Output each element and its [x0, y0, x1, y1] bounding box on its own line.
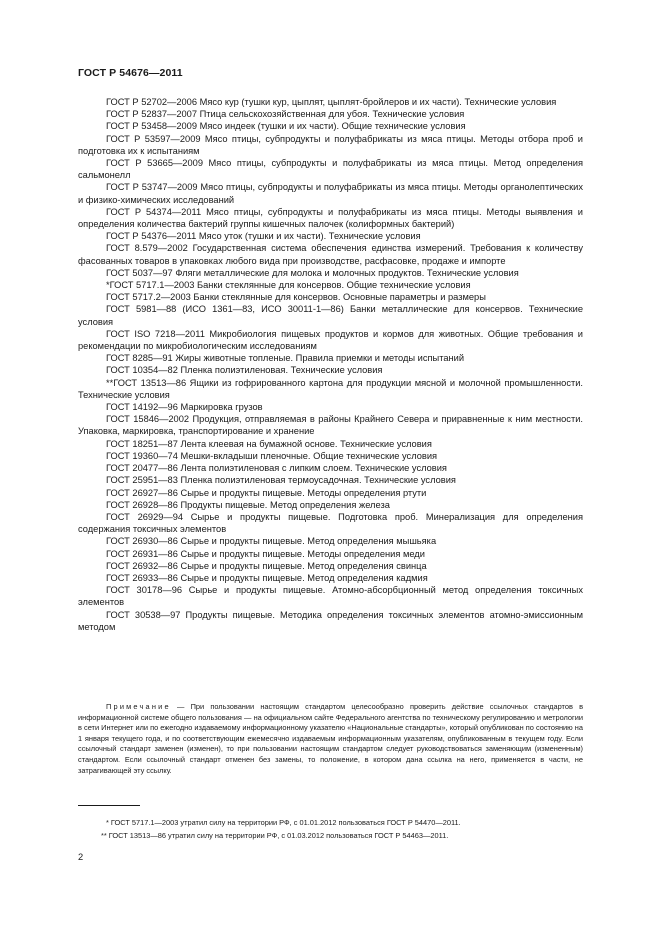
reference-item: ГОСТ 30178—96 Сырье и продукты пищевые. Атомно-абсорбционный метод определения токсичных элементов: [78, 585, 583, 608]
note-paragraph: [78, 702, 583, 776]
note-text: При пользовании настоящим стандартом целесообразно проверить действие ссылочных стандартов в информационной системе общего пользования — на официальном сайте Федерального агентства по техническому регулированию и метрологии в сети Интернет или по ежегодно издаваемому информационному указателю «Национальные стандарты», который опубликован по состоянию на 1 января текущего года, и по соответствующим ежемесячно издаваемым информационным указателям, опубликованным в текущем году. Если ссылочный стандарт заменен (изменен), то при пользовании настоящим стандартом следует руководствоваться заменяющим (измененным) стандартом. Если ссылочный стандарт отменен без замены, то положение, в котором дана ссылка на него, применяется в части, не затрагивающей эту ссылку.: [78, 702, 584, 775]
reference-item: ГОСТ 5037—97 Фляги металлические для молока и молочных продуктов. Технические условия: [106, 267, 519, 278]
reference-item: ГОСТ 26928—86 Продукты пищевые. Метод определения железа: [106, 499, 390, 510]
reference-item: ГОСТ Р 53747—2009 Мясо птицы, субпродукты и полуфабрикаты из мяса птицы. Методы органолептических и физико-химических исследований: [78, 182, 583, 205]
reference-item: ГОСТ Р 53458—2009 Мясо индеек (тушки и их части). Общие технические условия: [106, 121, 466, 132]
reference-item: ГОСТ Р 53665—2009 Мясо птицы, субпродукты и полуфабрикаты из мяса птицы. Метод определения сальмонелл: [78, 158, 583, 181]
reference-item: ГОСТ 5981—88 (ИСО 1361—83, ИСО 30011-1—86) Банки металлические для консервов. Технические условия: [78, 304, 583, 327]
reference-item: ГОСТ 26930—86 Сырье и продукты пищевые. Метод определения мышьяка: [106, 536, 437, 547]
reference-item: ГОСТ 14192—96 Маркировка грузов: [106, 402, 263, 413]
page-number: 2: [78, 852, 84, 862]
footnote-item: * ГОСТ 5717.1—2003 утратил силу на территории РФ, с 01.01.2012 пользоваться ГОСТ Р 54470—2011.: [106, 818, 461, 827]
reference-item: ГОСТ Р 54376—2011 Мясо уток (тушки и их части). Технические условия: [106, 231, 421, 242]
note-dash: —: [170, 702, 191, 711]
reference-item: ГОСТ Р 53597—2009 Мясо птицы, субпродукты и полуфабрикаты из мяса птицы. Методы отбора проб и подготовка их к испытаниям: [78, 133, 583, 156]
reference-item: ГОСТ Р 54374—2011 Мясо птицы, субпродукты и полуфабрикаты из мяса птицы. Методы выявления и определения количества бактерий группы кишечных палочек (колиформных бактерий): [78, 206, 583, 230]
note-block: [78, 702, 583, 776]
reference-item: ГОСТ Р 52702—2006 Мясо кур (тушки кур, цыплят, цыплят-бройлеров и их части). Технические условия: [106, 97, 557, 107]
reference-item: ГОСТ 25951—83 Пленка полиэтиленовая термоусадочная. Технические условия: [106, 475, 456, 486]
reference-item: ГОСТ 30538—97 Продукты пищевые. Методика определения токсичных элементов атомно-эмиссионным методом: [78, 609, 583, 632]
reference-item: **ГОСТ 13513—86 Ящики из гофрированного картона для продукции мясной и молочной промышленности. Технические условия: [78, 377, 583, 400]
normative-references-list: [78, 96, 583, 633]
reference-item: ГОСТ 26933—86 Сырье и продукты пищевые. Метод определения кадмия: [106, 572, 428, 583]
reference-item: ГОСТ ISO 7218—2011 Микробиология пищевых продуктов и кормов для животных. Общие требования и рекомендации по микробиологическим исследованиям: [78, 328, 583, 352]
reference-item: ГОСТ 5717.2—2003 Банки стеклянные для консервов. Основные параметры и размеры: [106, 292, 486, 303]
reference-item: ГОСТ 8.579—2002 Государственная система обеспечения единства измерений. Требования к количеству фасованных товаров в упаковках любого вида при производстве, расфасовке, продаже и импорте: [78, 243, 583, 266]
document-header: ГОСТ Р 54676—2011: [78, 67, 183, 79]
reference-item: ГОСТ 26929—94 Сырье и продукты пищевые. Подготовка проб. Минерализация для определения содержания токсичных элементов: [78, 511, 583, 535]
note-label: Примечание: [106, 702, 171, 711]
reference-item: ГОСТ 8285—91 Жиры животные топленые. Правила приемки и методы испытаний: [106, 353, 465, 364]
footnote-divider: [78, 805, 140, 806]
footnote-item: ** ГОСТ 13513—86 утратил силу на территории РФ, с 01.03.2012 пользоваться ГОСТ Р 54463—2011.: [101, 831, 449, 840]
reference-item: ГОСТ 19360—74 Мешки-вкладыши пленочные. Общие технические условия: [106, 450, 438, 461]
reference-item: ГОСТ 26931—86 Сырье и продукты пищевые. Методы определения меди: [106, 548, 425, 559]
reference-item: ГОСТ 26932—86 Сырье и продукты пищевые. Метод определения свинца: [106, 560, 427, 571]
reference-item: ГОСТ 10354—82 Пленка полиэтиленовая. Технические условия: [106, 365, 383, 376]
footnotes: [78, 816, 583, 842]
reference-item: ГОСТ 15846—2002 Продукция, отправляемая в районы Крайнего Севера и приравненные к ним местности. Упаковка, маркировка, транспортирование и хранение: [78, 414, 583, 437]
reference-item: ГОСТ 26927—86 Сырье и продукты пищевые. Методы определения ртути: [106, 487, 427, 498]
reference-item: ГОСТ 18251—87 Лента клеевая на бумажной основе. Технические условия: [106, 438, 432, 449]
reference-item: ГОСТ Р 52837—2007 Птица сельскохозяйственная для убоя. Технические условия: [106, 109, 465, 120]
reference-item: ГОСТ 20477—86 Лента полиэтиленовая с липким слоем. Технические условия: [106, 463, 447, 474]
reference-item: *ГОСТ 5717.1—2003 Банки стеклянные для консервов. Общие технические условия: [106, 280, 471, 291]
